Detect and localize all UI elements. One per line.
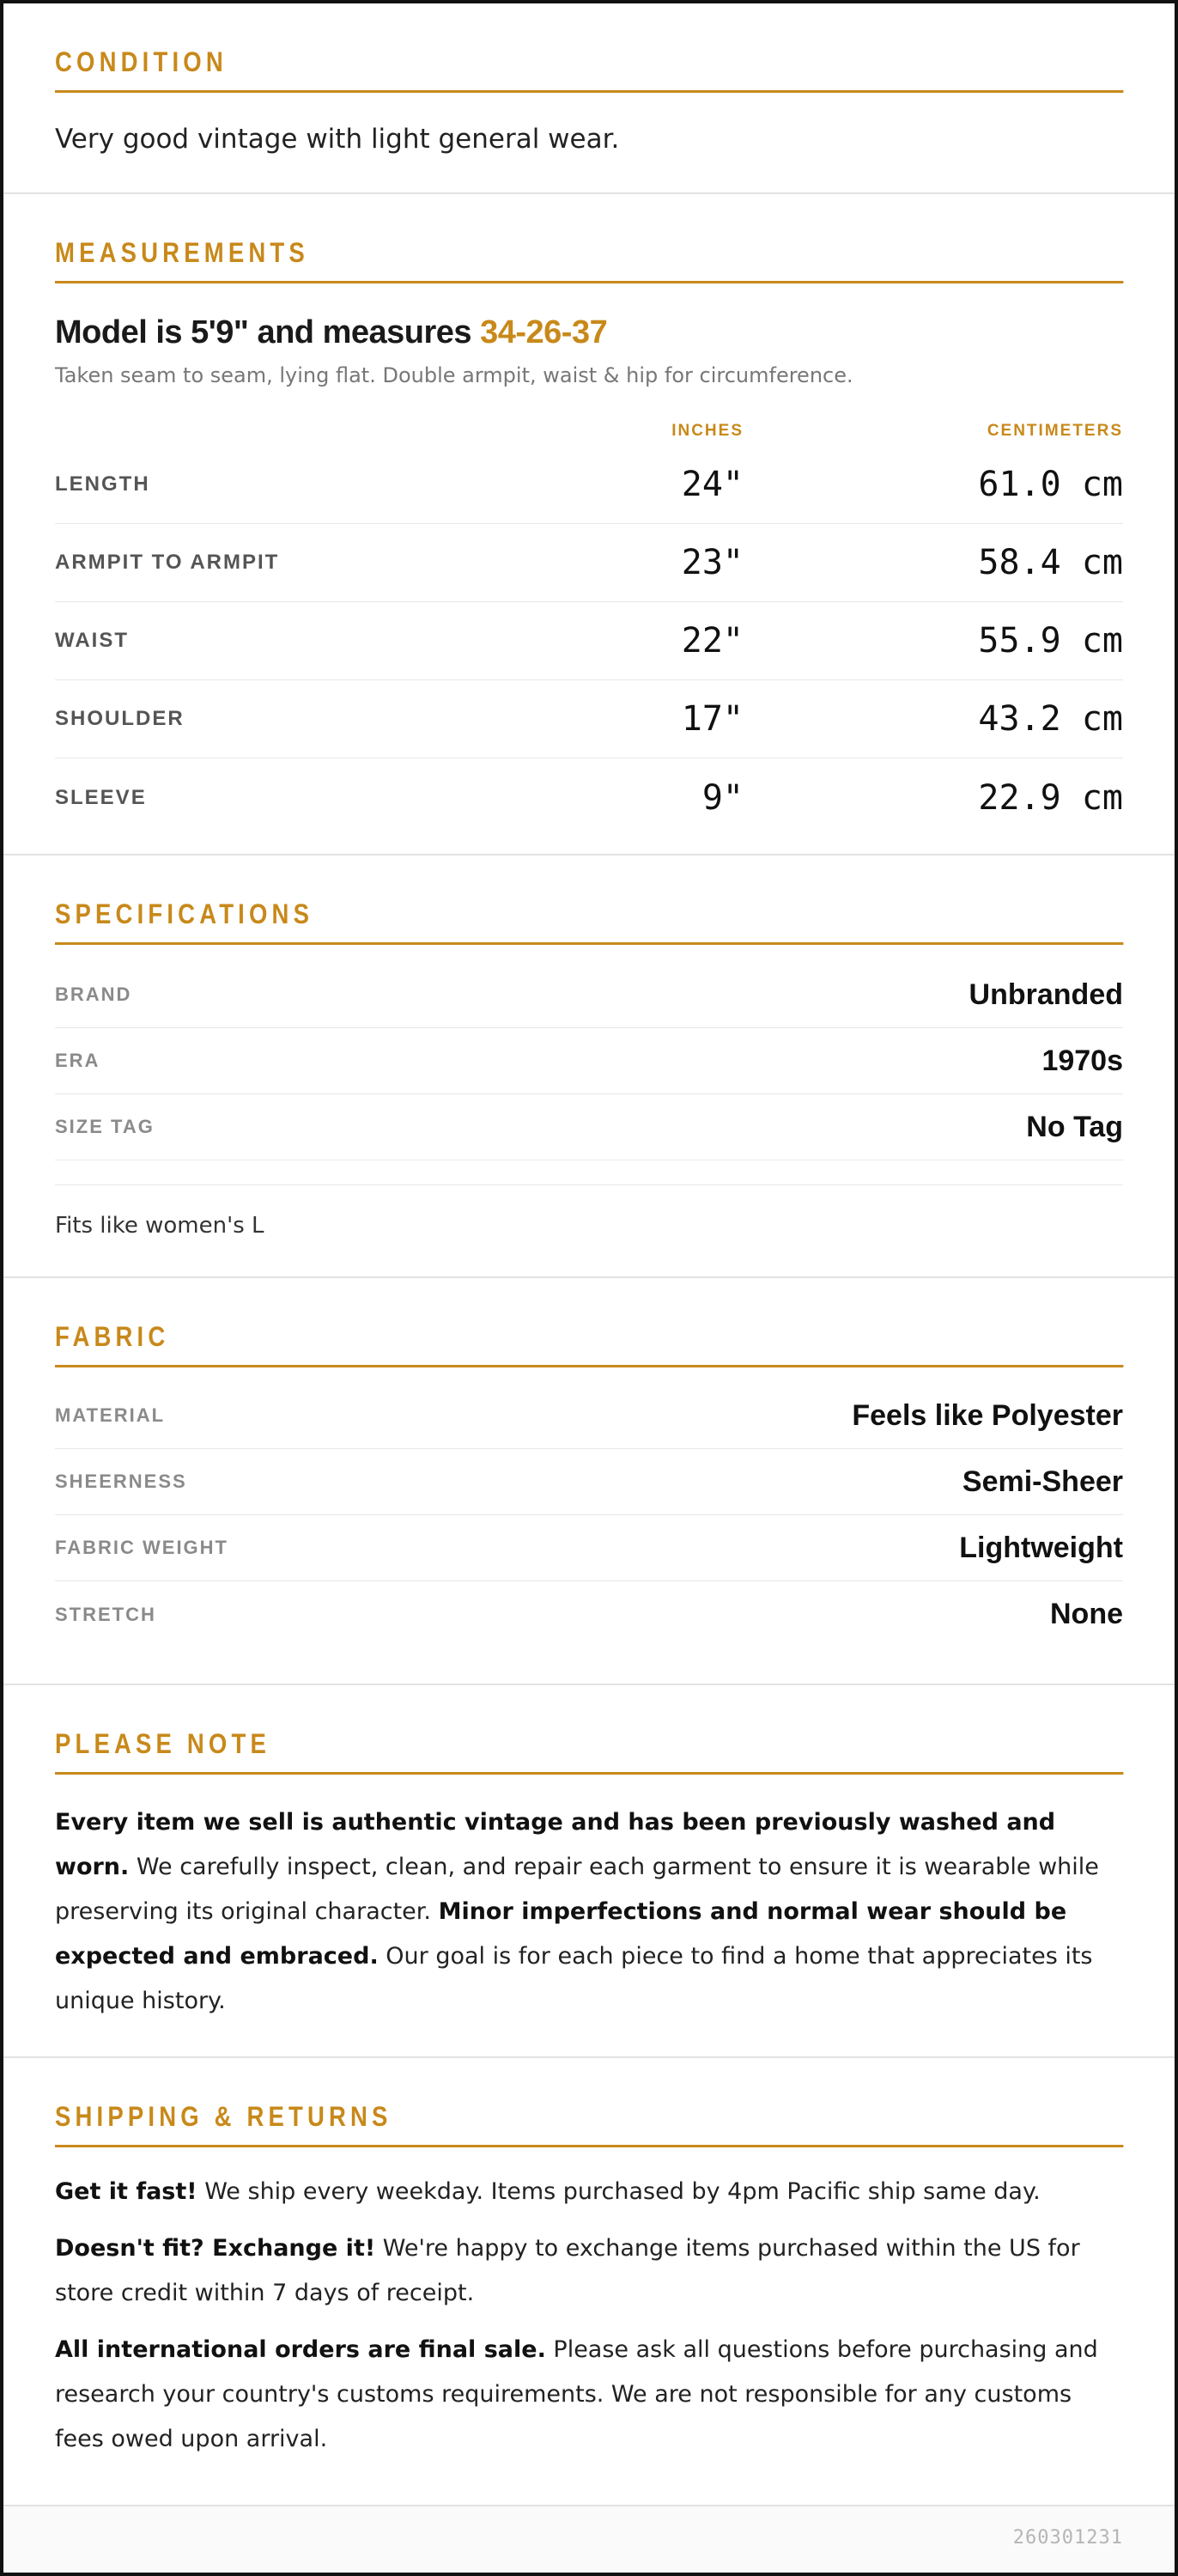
shipping-text: We're happy to exchange items purchased within the US for store credit within 7 days of receipt.	[55, 2235, 1080, 2306]
shipping-bold: All international orders are final sale.	[55, 2336, 546, 2363]
fabric-row-sheerness	[55, 1449, 1123, 1515]
measurement-label: WAIST	[55, 629, 129, 652]
shipping-bold: Doesn't fit? Exchange it!	[55, 2235, 376, 2262]
spec-row-size-tag	[55, 1094, 1123, 1160]
fabric-label: STRETCH	[55, 1603, 156, 1625]
model-measures-prefix: Model is 5'9" and measures	[55, 314, 472, 350]
shipping-text: We ship every weekday. Items purchased by 4pm Pacific ship same day.	[197, 2178, 1041, 2205]
please-note-bold-1: Every item we sell is authentic vintage and has been previously washed and worn.	[55, 1809, 1056, 1880]
please-note-section	[3, 1685, 1175, 2058]
fabric-row-weight	[55, 1515, 1123, 1581]
please-note-heading: PLEASE NOTE	[55, 1728, 1123, 1775]
spec-label: BRAND	[55, 984, 132, 1005]
specifications-list	[55, 945, 1123, 1160]
specifications-section	[3, 856, 1175, 1278]
measurement-cm: 22.9 cm	[978, 777, 1123, 818]
fabric-label: MATERIAL	[55, 1404, 166, 1426]
fabric-label: SHEERNESS	[55, 1471, 187, 1492]
measurement-row-shoulder	[55, 680, 1123, 758]
shipping-paragraph-international	[55, 2328, 1123, 2462]
condition-section	[3, 3, 1175, 194]
shipping-heading: SHIPPING & RETURNS	[55, 2101, 1123, 2147]
please-note-text-1: We carefully inspect, clean, and repair each garment to ensure it is wearable while preserving its original character.	[55, 1854, 1099, 1925]
model-measures-value: 34-26-37	[480, 314, 608, 350]
measurement-row-armpit	[55, 524, 1123, 602]
measurements-table	[55, 446, 1123, 854]
measurements-table-header	[55, 422, 1123, 446]
measurement-cm: 58.4 cm	[978, 543, 1123, 582]
column-header-centimeters: CENTIMETERS	[987, 422, 1123, 440]
fabric-value: Lightweight	[959, 1531, 1123, 1564]
spec-row-brand	[55, 962, 1123, 1028]
model-measures-line	[55, 314, 1123, 351]
specifications-heading: SPECIFICATIONS	[55, 898, 1123, 945]
measurement-inches: 9"	[701, 777, 744, 818]
spec-value: Unbranded	[969, 977, 1123, 1011]
please-note-body	[55, 1775, 1123, 2056]
shipping-paragraph-speed	[55, 2170, 1123, 2214]
footer	[3, 2505, 1175, 2576]
measurements-subtitle: Taken seam to seam, lying flat. Double armpit, waist & hip for circumference.	[55, 363, 853, 387]
measurement-label: LENGTH	[55, 472, 150, 496]
measurement-row-sleeve	[55, 758, 1123, 837]
measurement-row-length	[55, 446, 1123, 524]
measurement-inches: 23"	[681, 543, 744, 582]
please-note-text-2: Our goal is for each piece to find a home that appreciates its unique history.	[55, 1943, 1093, 2014]
measurements-heading: MEASUREMENTS	[55, 237, 1123, 283]
measurement-inches: 24"	[681, 465, 744, 504]
measurement-cm: 55.9 cm	[978, 621, 1123, 661]
measurement-cm: 43.2 cm	[978, 699, 1123, 739]
fit-note: Fits like women's L	[55, 1184, 1123, 1276]
fabric-value: Feels like Polyester	[852, 1398, 1123, 1432]
measurement-row-waist	[55, 602, 1123, 680]
fabric-label: FABRIC WEIGHT	[55, 1537, 228, 1558]
please-note-paragraph	[55, 1800, 1123, 2024]
measurement-label: ARMPIT TO ARMPIT	[55, 551, 280, 574]
fabric-value: None	[1050, 1598, 1123, 1630]
spec-value: 1970s	[1041, 1044, 1123, 1077]
shipping-body	[55, 2147, 1123, 2505]
spec-label: ERA	[55, 1050, 100, 1071]
column-header-inches: INCHES	[671, 422, 744, 440]
fabric-value: Semi-Sheer	[962, 1465, 1123, 1498]
fabric-list	[55, 1367, 1123, 1684]
measurement-cm: 61.0 cm	[978, 465, 1123, 504]
fabric-section	[3, 1278, 1175, 1685]
measurements-section	[3, 194, 1175, 856]
product-code: 260301231	[1012, 2527, 1123, 2549]
measurement-label: SHOULDER	[55, 707, 185, 730]
shipping-bold: Get it fast!	[55, 2178, 197, 2205]
condition-heading: CONDITION	[55, 46, 1123, 93]
shipping-paragraph-exchange	[55, 2226, 1123, 2316]
spec-value: No Tag	[1026, 1110, 1123, 1143]
spec-label: SIZE TAG	[55, 1116, 155, 1137]
please-note-bold-2: Minor imperfections and normal wear should be expected and embraced.	[55, 1898, 1067, 1970]
fabric-row-stretch	[55, 1581, 1123, 1647]
condition-text: Very good vintage with light general wear.	[55, 124, 620, 155]
spec-row-era	[55, 1028, 1123, 1094]
measurement-inches: 22"	[681, 621, 744, 661]
measurement-label: SLEEVE	[55, 785, 147, 809]
fabric-heading: FABRIC	[55, 1321, 1123, 1367]
measurement-inches: 17"	[681, 699, 744, 739]
shipping-section	[3, 2058, 1175, 2505]
shipping-text: Please ask all questions before purchasing and research your country's customs requirements. We are not responsible for any customs fees owed upon arrival.	[55, 2336, 1098, 2452]
fabric-row-material	[55, 1383, 1123, 1449]
